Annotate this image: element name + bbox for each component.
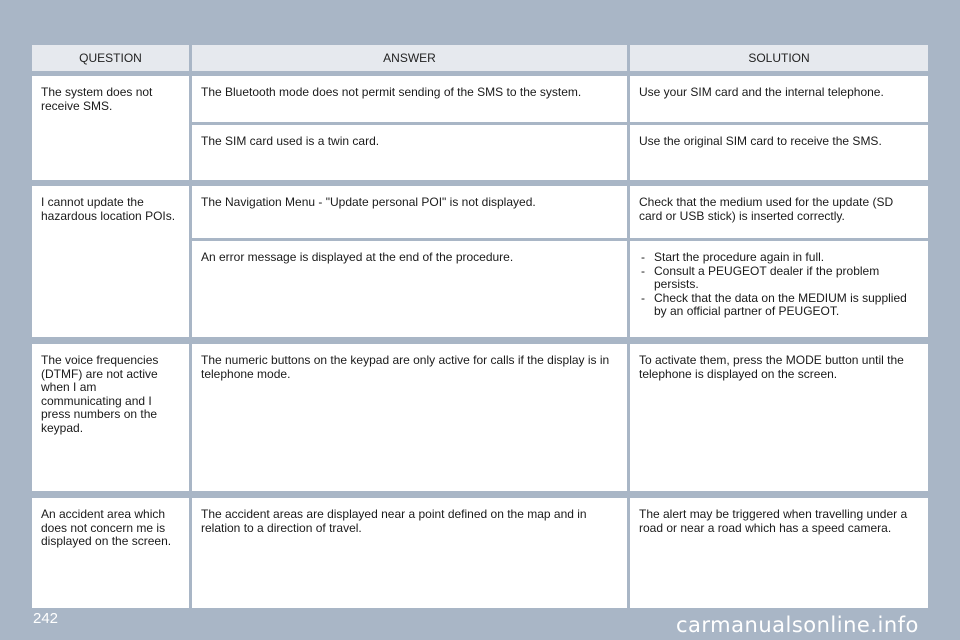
- solution-cell-use-sim-card: Use your SIM card and the internal telephone.: [630, 76, 928, 122]
- page-number: 242: [33, 610, 59, 627]
- question-cell-dtmf: The voice frequencies (DTMF) are not active when I am communicating and I press numbers on the keypad.: [32, 344, 189, 491]
- solution-cell-check-medium: Check that the medium used for the update (SD card or USB stick) is inserted correctly.: [630, 186, 928, 238]
- solution-steps-list: [639, 251, 919, 319]
- question-cell-hazardous-poi: I cannot update the hazardous location POIs.: [32, 186, 189, 337]
- header-solution: SOLUTION: [630, 45, 928, 71]
- solution-step-item: - Consult a PEUGEOT dealer if the problem persists.: [639, 265, 919, 292]
- solution-step-item: - Check that the data on the MEDIUM is supplied by an official partner of PEUGEOT.: [639, 292, 919, 319]
- answer-cell-bluetooth-mode: The Bluetooth mode does not permit sending of the SMS to the system.: [192, 76, 627, 122]
- solution-cell-procedure-steps: [630, 241, 928, 337]
- answer-cell-twin-card: The SIM card used is a twin card.: [192, 125, 627, 180]
- question-cell-sms: The system does not receive SMS.: [32, 76, 189, 180]
- solution-cell-alert-trigger: The alert may be triggered when travelling under a road or near a road which has a speed camera.: [630, 498, 928, 608]
- answer-cell-update-poi-menu: The Navigation Menu - "Update personal POI" is not displayed.: [192, 186, 627, 238]
- watermark-text: carmanualsonline.info: [676, 613, 919, 637]
- question-cell-accident-area: An accident area which does not concern me is displayed on the screen.: [32, 498, 189, 608]
- header-question: QUESTION: [32, 45, 189, 71]
- answer-cell-accident-areas: The accident areas are displayed near a point defined on the map and in relation to a direction of travel.: [192, 498, 627, 608]
- solution-cell-original-sim: Use the original SIM card to receive the SMS.: [630, 125, 928, 180]
- solution-step-item: - Start the procedure again in full.: [639, 251, 919, 265]
- solution-cell-press-mode: To activate them, press the MODE button until the telephone is displayed on the screen.: [630, 344, 928, 491]
- answer-cell-keypad-buttons: The numeric buttons on the keypad are only active for calls if the display is in telephone mode.: [192, 344, 627, 491]
- answer-cell-error-message: An error message is displayed at the end of the procedure.: [192, 241, 627, 337]
- header-answer: ANSWER: [192, 45, 627, 71]
